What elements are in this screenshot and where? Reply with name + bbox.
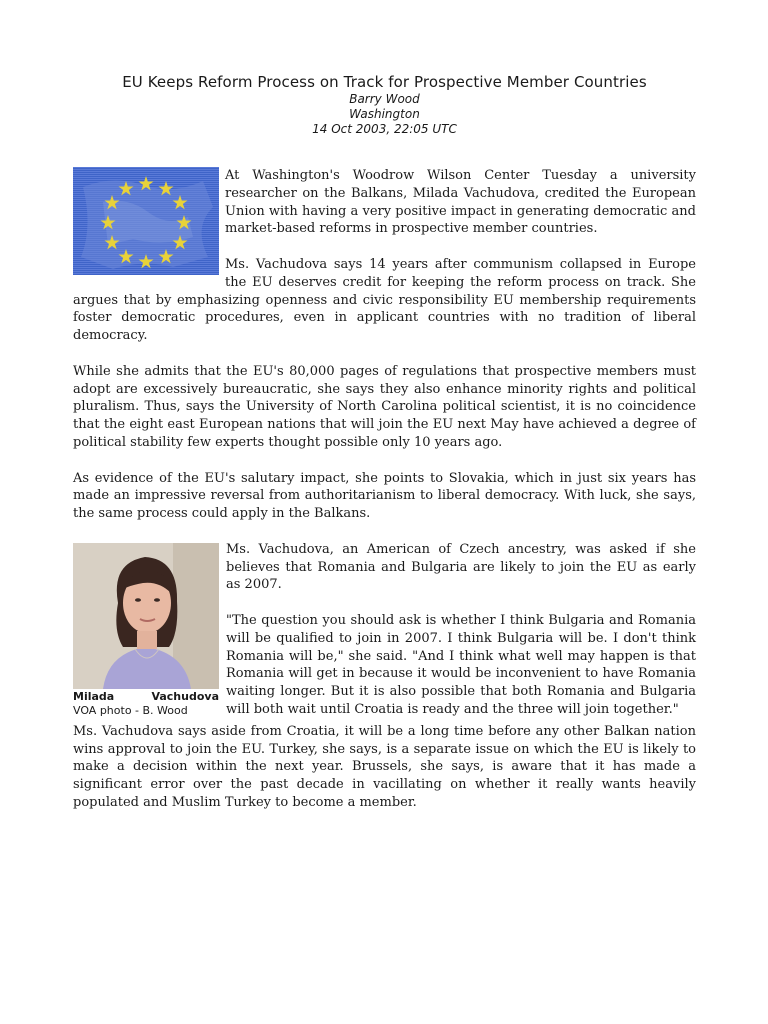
eu-flag-image [73, 167, 219, 275]
caption-last-name: Vachudova [151, 689, 219, 703]
article [73, 72, 696, 812]
article-location: Washington [349, 107, 420, 121]
portrait-figure [73, 543, 219, 718]
eu-flag-figure [73, 167, 219, 275]
paragraph: As evidence of the EU's salutary impact, she points to Slovakia, which in just six years has made an impressive reversal from authoritarianism to liberal democracy. With luck, she says, the same process could apply in the Balkans. [73, 470, 696, 522]
paragraph: Ms. Vachudova, an American of Czech ancestry, was asked if she believes that Romania and Bulgaria are likely to join the EU as early as 2007. [226, 541, 696, 593]
photo-credit: VOA photo - B. Wood [73, 703, 188, 717]
paragraph: At Washington's Woodrow Wilson Center Tuesday a university researcher on the Balkans, Milada Vachudova, credited the European Union with having a very positive impact in generating democratic and market-based reforms in prospective member countries. [225, 168, 696, 237]
portrait-image [73, 543, 219, 689]
article-dateline: 14 Oct 2003, 22:05 UTC [312, 122, 457, 136]
photo-caption-name [73, 689, 219, 704]
paragraph: Ms. Vachudova says 14 years after communism collapsed in Europe the EU deserves credit for keeping the reform process on track. She argues that by emphasizing openness and civic responsibility EU membership requirements foster democratic procedures, even in applicant countries with no tradition of liberal democracy. [73, 256, 696, 344]
paragraph: Ms. Vachudova says aside from Croatia, it will be a long time before any other Balkan nation wins approval to join the EU. Turkey, she says, is a separate issue on which the EU is likely to make a decision within the next year. Brussels, she says, is aware that it has made a significant error over the past decade in vacillating on whether it really wants heavily populated and Muslim Turkey to become a member. [73, 723, 696, 810]
article-title: EU Keeps Reform Process on Track for Prospective Member Countries [122, 73, 647, 91]
caption-first-name: Milada [73, 689, 115, 703]
paragraph: While she admits that the EU's 80,000 pages of regulations that prospective members must adopt are excessively bureaucratic, she says they also enhance minority rights and political pluralism. Thus, says the University of North Carolina political scientist, it is no coincidence that the eight east European nations that will join the EU next May have achieved a degree of political stability few experts thought possible only 10 years ago. [73, 363, 696, 450]
paragraph: "The question you should ask is whether I think Bulgaria and Romania will be qualified to join in 2007. I think Bulgaria will be. I don't think Romania will be," she said. "And I think what well may happen is that Romania will get in because it would be inconvenient to have Romania waiting longer. But it is also possible that both Romania and Bulgaria will both wait until Croatia is ready and the three will join together." [226, 612, 696, 717]
article-author: Barry Wood [349, 92, 420, 106]
